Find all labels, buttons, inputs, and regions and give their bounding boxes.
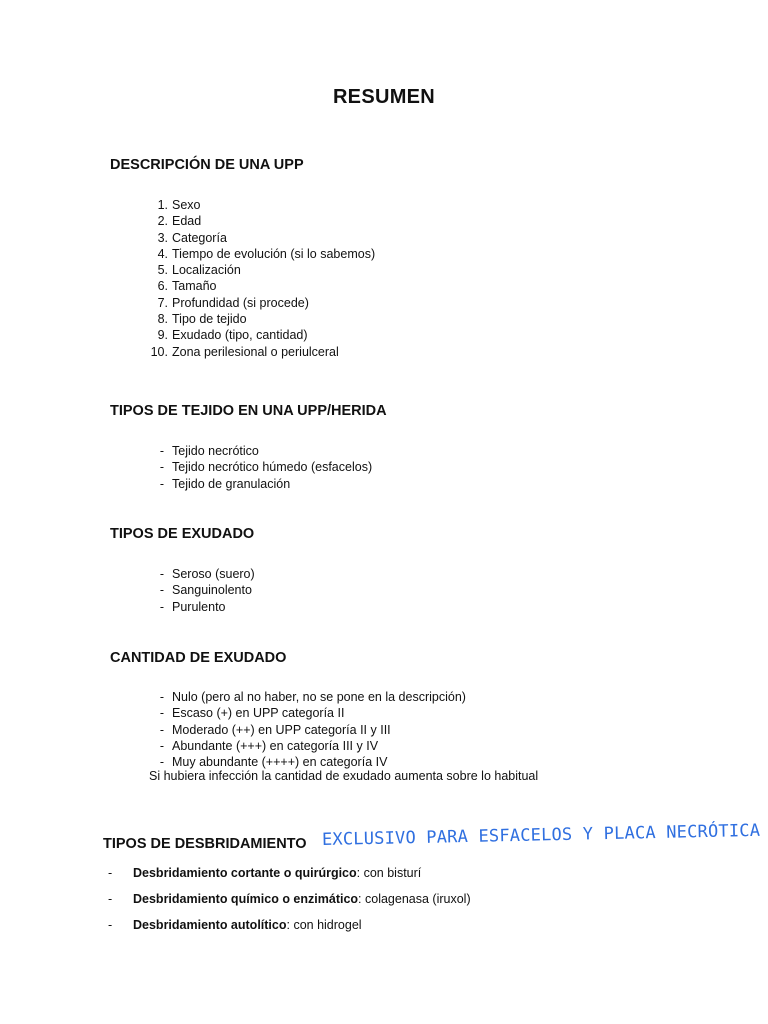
heading-desbridamiento: TIPOS DE DESBRIDAMIENTO: [103, 836, 307, 852]
heading-descripcion: DESCRIPCIÓN DE UNA UPP: [110, 157, 304, 173]
heading-cantidad: CANTIDAD DE EXUDADO: [110, 650, 287, 666]
heading-tejido: TIPOS DE TEJIDO EN UNA UPP/HERIDA: [110, 403, 387, 419]
page-title: RESUMEN: [332, 86, 436, 108]
handwritten-annotation: EXCLUSIVO PARA ESFACELOS Y PLACA NECRÓTICA: [321, 820, 761, 850]
heading-exudado: TIPOS DE EXUDADO: [110, 526, 255, 542]
note-infeccion: Si hubiera infección la cantidad de exudado aumenta sobre lo habitual: [149, 769, 539, 783]
document-page: RESUMEN DESCRIPCIÓN DE UNA UPP 1. Sexo 2. Edad 3. Categoría 4. Tiempo de evolución (si lo sabemos) 5. Localización 6. Tamaño 7. Profundidad (si procede) 8. Tipo de tejido 9. Exudado (tipo, cantidad) 10. Zona perilesional o periulceral TIPOS DE TEJIDO EN UNA UPP/HERIDA - Tejido necrótico - Tejido necrótico húmedo (esfacelos) - Tejido de granulación TIPOS DE EXUDADO - Seroso (suero) - Sanguinolento - Purulento CANTIDAD DE EXUDADO - Nulo (pero al no haber, no se pone en la descripción) - Escaso (+) en UPP categoría II - Moderado (++) en UPP categoría II y III - Abundante (+++) en categoría III y IV - Muy abundante (++++) en categoría IV Si hubiera infección la cantidad de exudado aumenta sobre lo habitual TIPOS DE DESBRIDAMIENTO EXCLUSIVO PARA ESFACELOS Y PLACA NECRÓTICA - Desbridamiento cortante o quirúrgico: con bisturí - Desbridamiento químico o enzimático: colagenasa (iruxol) - Desbridamiento autolítico: con hidrogel: [0, 0, 768, 1024]
